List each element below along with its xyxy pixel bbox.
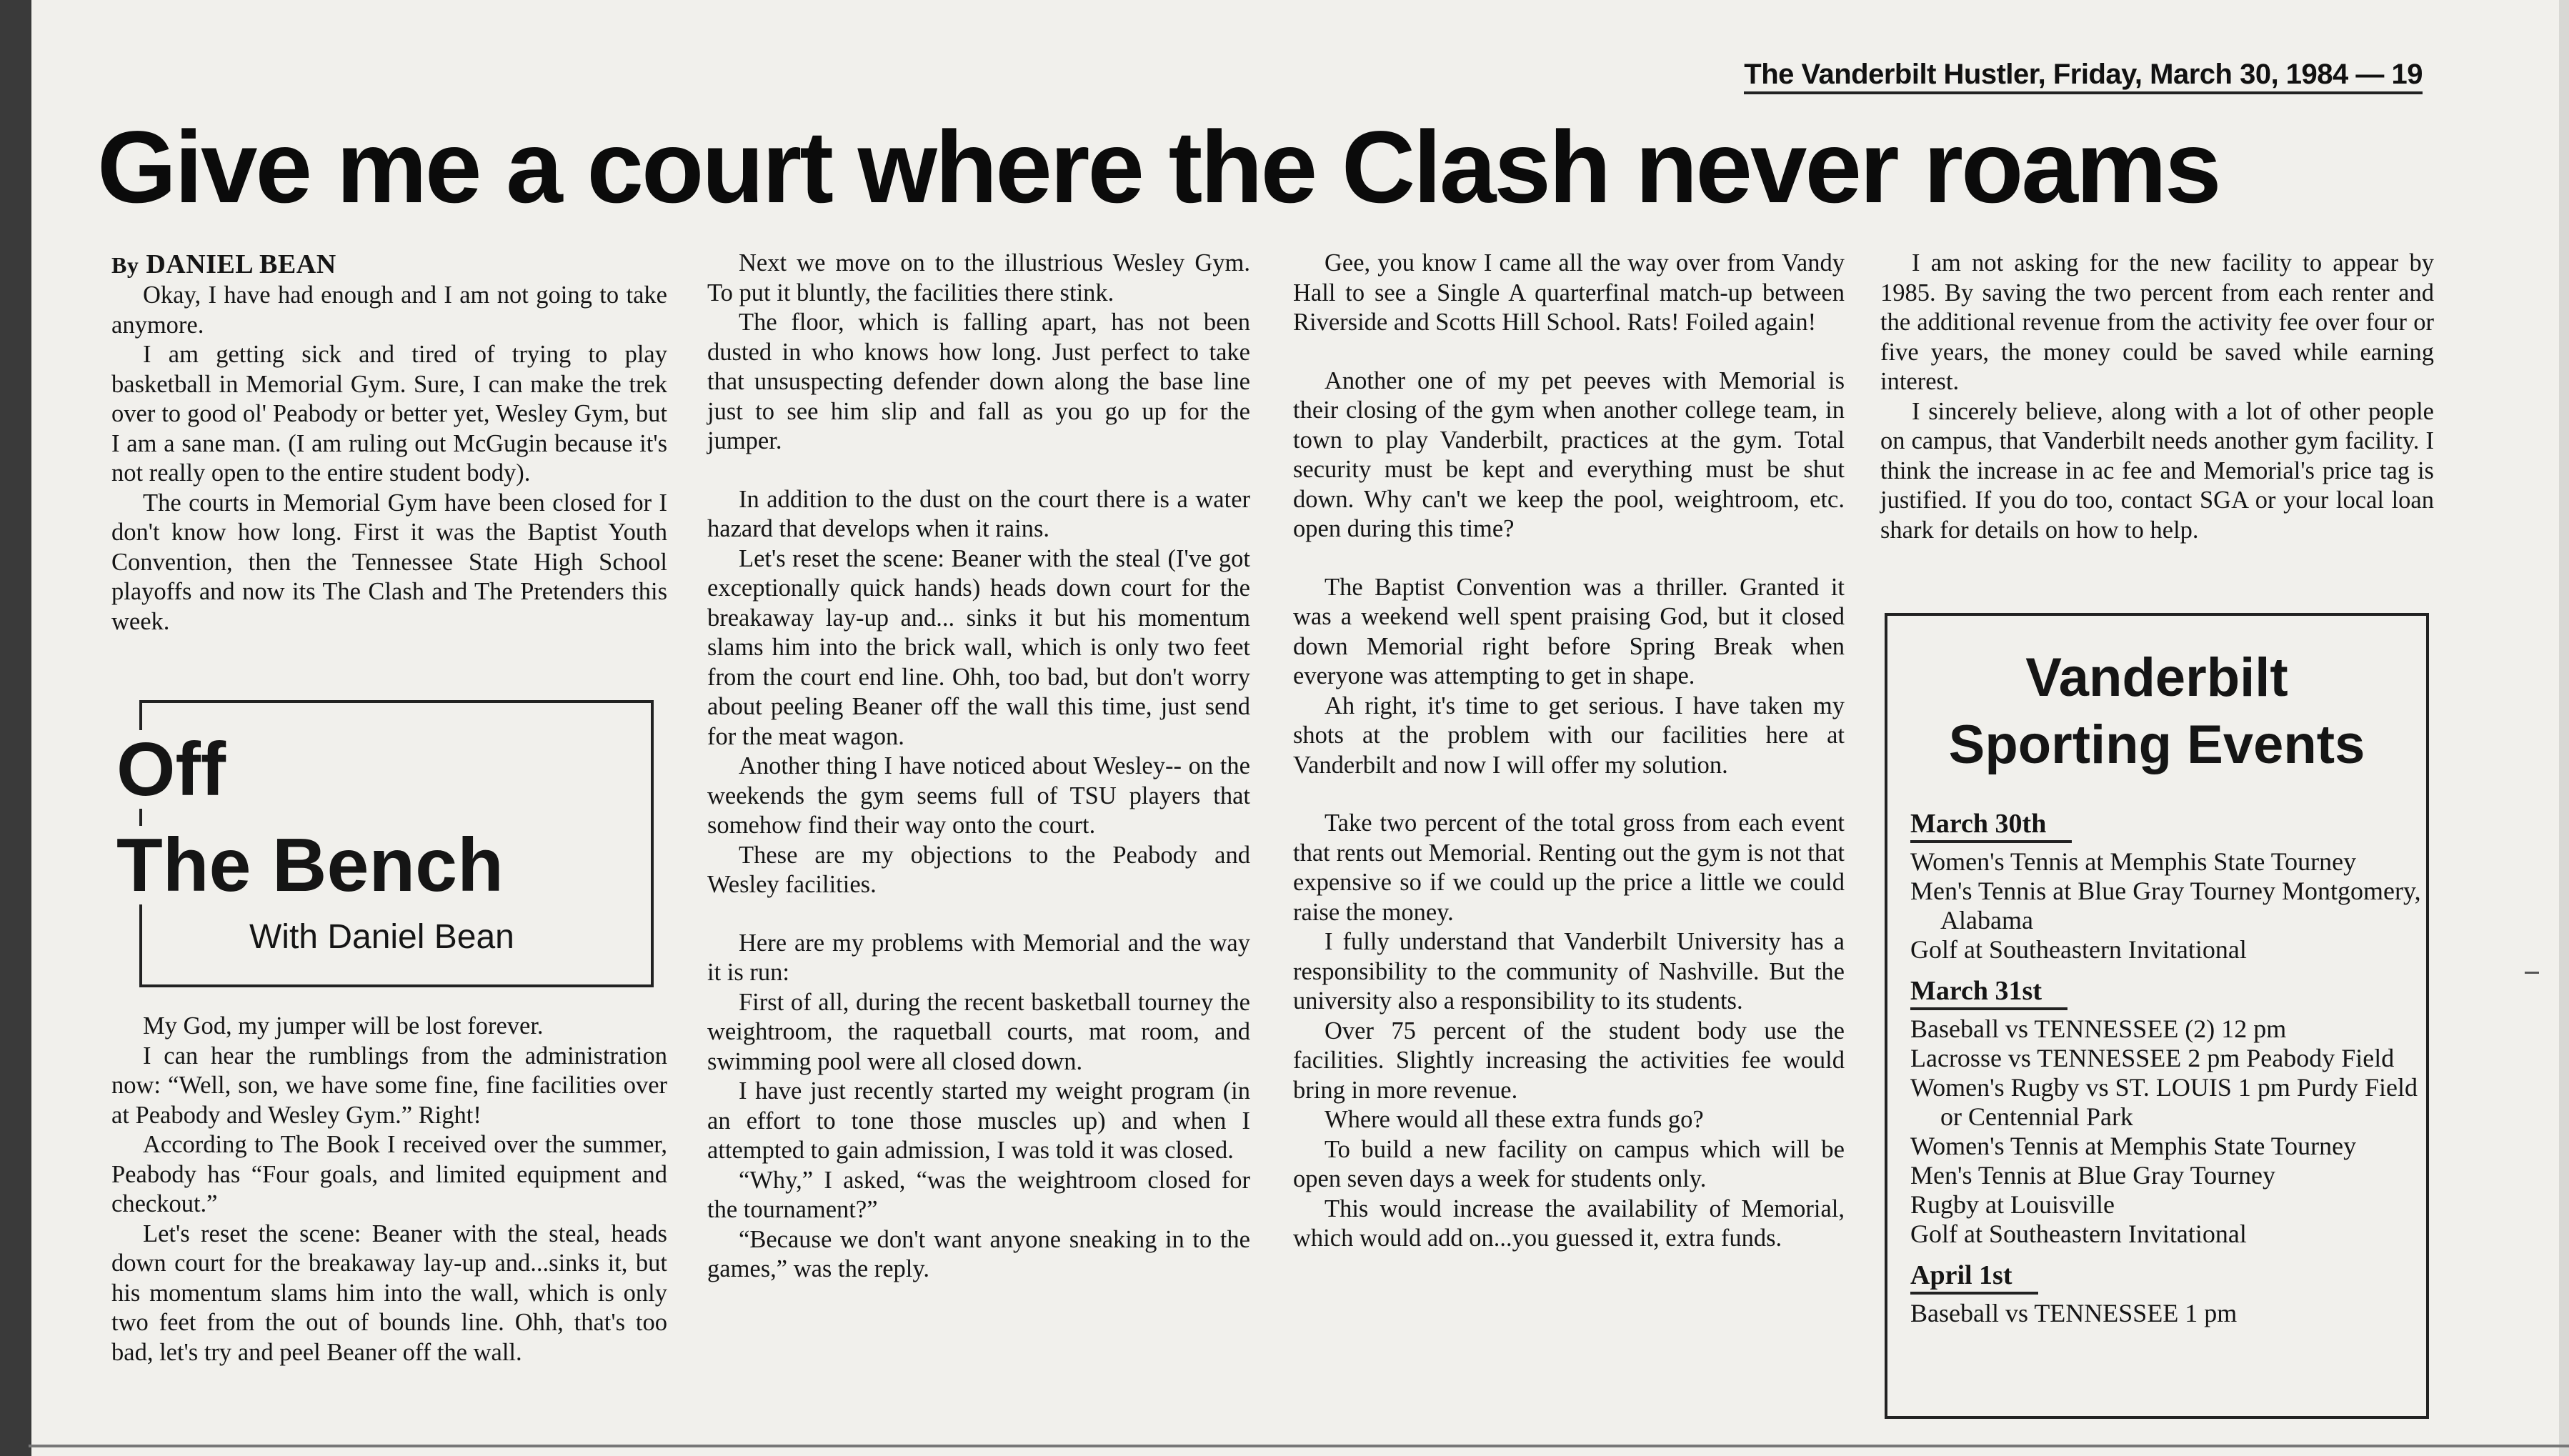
article-paragraph: I am not asking for the new facility to appear by 1985. By saving the two percent from each renter and the additional revenue from the activity fee over four or five years, the money could be saved while earning interest. xyxy=(1880,249,2434,395)
column-logo-author: With Daniel Bean xyxy=(249,918,514,956)
event-list xyxy=(1910,1299,2426,1328)
article-column-4 xyxy=(1880,249,2434,545)
column-logo-line1: Off xyxy=(116,730,230,809)
event-item: Baseball vs TENNESSEE (2) 12 pm xyxy=(1910,1014,2287,1043)
article-paragraph: I have just recently started my weight program (in an effort to tone those muscles up) and when I attempted to gain admission, I was told it was closed. xyxy=(707,1077,1250,1164)
event-item: Women's Tennis at Memphis State Tourney xyxy=(1910,1132,2357,1160)
article-paragraph: In addition to the dust on the court there is a water hazard that develops when it rains. xyxy=(707,485,1250,542)
article-paragraph: Ah right, it's time to get serious. I have taken my shots at the problem with our facilities here at Vanderbilt and now I will offer my solution. xyxy=(1293,692,1845,779)
column-3-body xyxy=(1293,249,1845,1254)
event-item: Rugby at Louisville xyxy=(1910,1190,2115,1219)
column-logo-box xyxy=(116,700,654,987)
byline-prefix: By xyxy=(111,252,139,278)
article-paragraph: I fully understand that Vanderbilt University has a responsibility to the community of Nashville. But the university also a responsibility to its students. xyxy=(1293,928,1845,1014)
event-date-heading: March 31st xyxy=(1910,974,2067,1010)
column-1-top xyxy=(111,281,667,637)
paragraph-gap xyxy=(707,900,1250,929)
paragraph-gap xyxy=(707,457,1250,485)
article-paragraph: Let's reset the scene: Beaner with the steal, heads down court for the breakaway lay-up and...sinks it, but his momentum slams him into the wall, which is only two feet from the out of bounds line. Ohh, that's too bad, let's try and peel Beaner off the wall. xyxy=(111,1220,667,1366)
event-list xyxy=(1910,1014,2426,1249)
article-paragraph: Here are my problems with Memorial and the way it is run: xyxy=(707,929,1250,986)
byline xyxy=(111,249,667,281)
article-paragraph: I am getting sick and tired of trying to play basketball in Memorial Gym. Sure, I can make the trek over to good ol' Peabody or better yet, Wesley Gym, but I am a sane man. (I am ruling out McGugin because it's not really open to the entire student body). xyxy=(111,341,667,487)
article-paragraph: The floor, which is falling apart, has not been dusted in who knows how long. Just perfect to take that unsuspecting defender down along the base line just to see him slip and fall as you go up for the jumper. xyxy=(707,309,1250,454)
article-paragraph: These are my objections to the Peabody and Wesley facilities. xyxy=(707,841,1250,898)
column-4-body xyxy=(1880,249,2434,545)
article-paragraph: I can hear the rumblings from the administration now: “Well, son, we have some fine, fine facilities over at Peabody and Wesley Gym.” Right! xyxy=(111,1042,667,1129)
event-item: Baseball vs TENNESSEE 1 pm xyxy=(1910,1299,2238,1327)
column-1-bottom xyxy=(111,1012,667,1367)
scan-mark xyxy=(2525,972,2539,974)
article-column-1 xyxy=(111,249,667,637)
event-item: Golf at Southeastern Invitational xyxy=(1910,1220,2247,1248)
event-list xyxy=(1910,847,2426,964)
article-column-2 xyxy=(707,249,1250,1285)
article-paragraph: “Because we don't want anyone sneaking in to the games,” was the reply. xyxy=(707,1225,1250,1282)
article-paragraph: This would increase the availability of Memorial, which would add on...you guessed it, extra funds. xyxy=(1293,1195,1845,1252)
article-paragraph: According to The Book I received over the summer, Peabody has “Four goals, and limited equipment and checkout.” xyxy=(111,1131,667,1217)
byline-name: DANIEL BEAN xyxy=(146,249,336,279)
paragraph-gap xyxy=(1293,780,1845,809)
article-paragraph: My God, my jumper will be lost forever. xyxy=(143,1012,544,1039)
column-logo-line2: The Bench xyxy=(116,826,508,904)
page-bottom-rule xyxy=(29,1445,2569,1447)
event-item: Lacrosse vs TENNESSEE 2 pm Peabody Field xyxy=(1910,1044,2395,1072)
article-paragraph: Let's reset the scene: Beaner with the steal (I've got exceptionally quick hands) heads down court for the breakaway lay-up and... sinks it but his momentum slams him into the brick wall, which is only two feet from the court end line. Ohh, too bad, but don't worry about peeling Beaner off the wall this time, just send for the meat wagon. xyxy=(707,544,1250,750)
article-paragraph: The Baptist Convention was a thriller. Granted it was a weekend well spent praising God, but it closed down Memorial right before Spring Break when everyone was attempting to get in shape. xyxy=(1293,573,1845,689)
event-item: Men's Tennis at Blue Gray Tourney xyxy=(1910,1161,2276,1190)
event-item: Women's Rugby vs ST. LOUIS 1 pm Purdy Field or Centennial Park xyxy=(1910,1073,2418,1131)
article-paragraph: Take two percent of the total gross from each event that rents out Memorial. Renting out the gym is not that expensive so if we could up the price a little we could raise the money. xyxy=(1293,809,1845,926)
article-paragraph: I sincerely believe, along with a lot of other people on campus, that Vanderbilt needs another gym facility. I think the increase in ac fee and Memorial's price tag is justified. If you do too, contact SGA or your local loan shark for details on how to help. xyxy=(1880,397,2434,544)
article-paragraph: Another thing I have noticed about Wesley-- on the weekends the gym seems full of TSU players that somehow find their way onto the court. xyxy=(707,752,1250,839)
article-paragraph: Next we move on to the illustrious Wesley Gym. To put it bluntly, the facilities there stink. xyxy=(707,249,1250,306)
masthead: The Vanderbilt Hustler, Friday, March 30, 1984 — 19 xyxy=(1744,59,2423,94)
article-paragraph: Gee, you know I came all the way over from Vandy Hall to see a Single A quarterfinal match-up between Riverside and Scotts Hill School. Rats! Foiled again! xyxy=(1293,249,1845,336)
page-edge-shadow xyxy=(0,0,31,1456)
event-item: Golf at Southeastern Invitational xyxy=(1910,935,2247,964)
article-paragraph: “Why,” I asked, “was the weightroom closed for the tournament?” xyxy=(707,1166,1250,1223)
article-paragraph: Over 75 percent of the student body use the facilities. Slightly increasing the activities fee would bring in more revenue. xyxy=(1293,1017,1845,1104)
paragraph-gap xyxy=(1293,338,1845,367)
event-item: Men's Tennis at Blue Gray Tourney Montgomery, Alabama xyxy=(1910,877,2421,934)
article-column-1-lower xyxy=(111,1012,667,1367)
paragraph-gap xyxy=(1293,544,1845,573)
article-paragraph: Where would all these extra funds go? xyxy=(1325,1106,1704,1133)
article-column-3 xyxy=(1293,249,1845,1254)
article-paragraph: Another one of my pet peeves with Memorial is their closing of the gym when another college team, in town to play Vanderbilt, practices at the gym. Total security must be kept and everything must be shut down. Why can't we keep the pool, weightroom, etc. open during this time? xyxy=(1293,367,1845,542)
events-title-line2: Sporting Events xyxy=(1948,714,2365,775)
events-days xyxy=(1910,800,2426,1328)
article-paragraph: Okay, I have had enough and I am not going to take anymore. xyxy=(111,281,667,339)
event-date-heading: April 1st xyxy=(1910,1259,2038,1295)
event-item: Women's Tennis at Memphis State Tourney xyxy=(1910,847,2357,876)
column-2-body xyxy=(707,249,1250,1285)
article-paragraph: First of all, during the recent basketball tourney the weightroom, the raquetball courts, mat room, and swimming pool were all closed down. xyxy=(707,988,1250,1075)
event-date-heading: March 30th xyxy=(1910,807,2072,843)
events-title xyxy=(1887,644,2426,779)
headline: Give me a court where the Clash never roams xyxy=(97,111,2220,224)
article-paragraph: To build a new facility on campus which will be open seven days a week for students only. xyxy=(1293,1135,1845,1192)
page-edge-right xyxy=(2559,0,2569,1456)
events-title-line1: Vanderbilt xyxy=(2025,647,2288,708)
sporting-events-box xyxy=(1885,613,2429,1419)
article-paragraph: The courts in Memorial Gym have been closed for I don't know how long. First it was the Baptist Youth Convention, then the Tennessee State High School playoffs and now its The Clash and The Pretenders this week. xyxy=(111,489,667,635)
